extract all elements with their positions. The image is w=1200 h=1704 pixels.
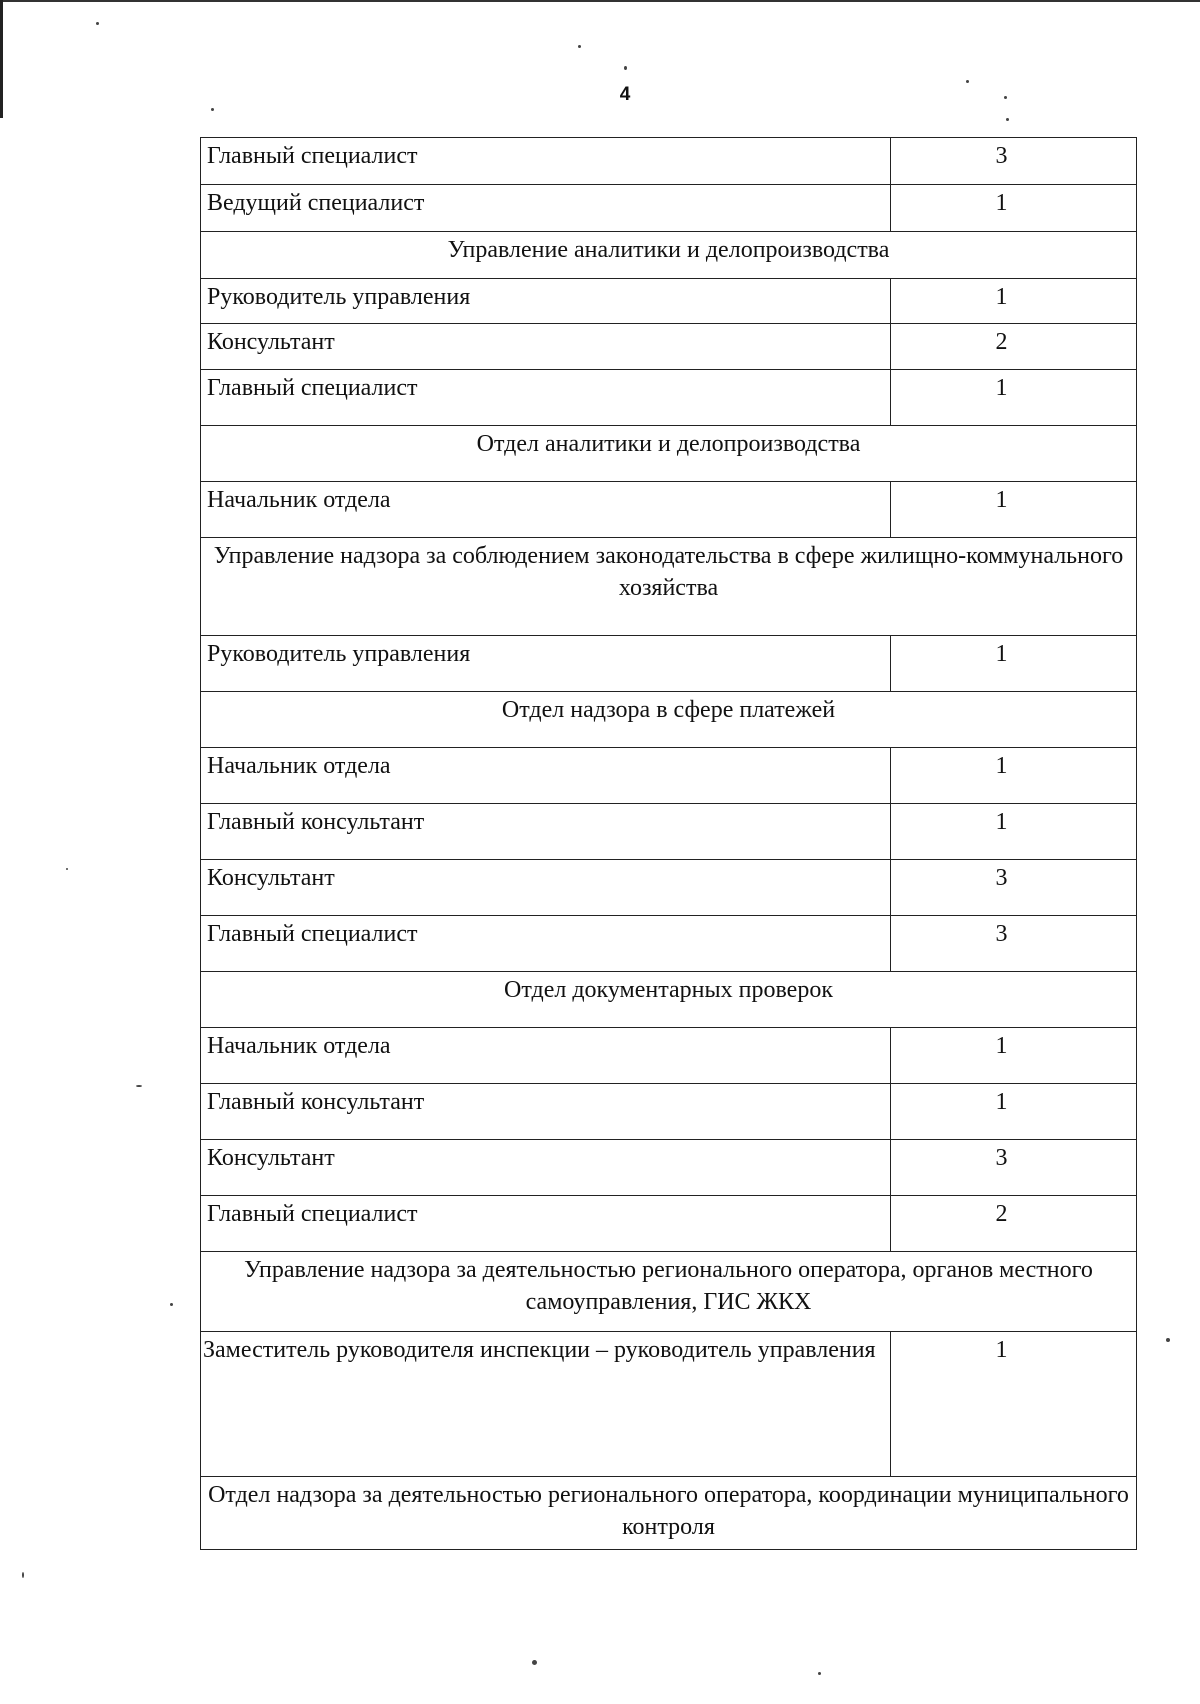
section-heading: Управление надзора за деятельностью регионального оператора, органов местного самоуправления, ГИС ЖКХ bbox=[201, 1252, 1137, 1332]
position-count: 3 bbox=[891, 1140, 1137, 1196]
scan-speck bbox=[211, 108, 214, 111]
position-count: 1 bbox=[891, 279, 1137, 324]
scan-speck bbox=[96, 22, 99, 25]
position-title: Главный консультант bbox=[201, 804, 891, 860]
position-count: 3 bbox=[891, 916, 1137, 972]
table-row bbox=[201, 636, 1137, 692]
scan-speck bbox=[66, 868, 68, 870]
position-count: 1 bbox=[891, 804, 1137, 860]
position-count: 1 bbox=[891, 370, 1137, 426]
table-row bbox=[201, 1332, 1137, 1477]
section-heading-row bbox=[201, 426, 1137, 482]
scan-speck bbox=[22, 1572, 24, 1578]
section-heading: Управление аналитики и делопроизводства bbox=[201, 232, 1137, 279]
table-row bbox=[201, 279, 1137, 324]
position-count: 3 bbox=[891, 860, 1137, 916]
table-row bbox=[201, 1084, 1137, 1140]
scan-speck bbox=[966, 80, 969, 83]
section-heading: Отдел документарных проверок bbox=[201, 972, 1137, 1028]
position-count: 1 bbox=[891, 1084, 1137, 1140]
scan-speck bbox=[136, 1085, 142, 1087]
position-count: 1 bbox=[891, 1332, 1137, 1477]
position-title: Начальник отдела bbox=[201, 1028, 891, 1084]
scan-speck bbox=[624, 66, 627, 70]
scan-speck bbox=[578, 45, 581, 48]
table-row bbox=[201, 1196, 1137, 1252]
position-title: Консультант bbox=[201, 1140, 891, 1196]
section-heading-row bbox=[201, 972, 1137, 1028]
position-title: Руководитель управления bbox=[201, 636, 891, 692]
table-row bbox=[201, 370, 1137, 426]
section-heading-row bbox=[201, 538, 1137, 636]
section-heading-row bbox=[201, 692, 1137, 748]
position-title: Главный специалист bbox=[201, 138, 891, 185]
position-title: Начальник отдела bbox=[201, 482, 891, 538]
table-row bbox=[201, 916, 1137, 972]
section-heading-row bbox=[201, 1252, 1137, 1332]
position-title: Консультант bbox=[201, 324, 891, 370]
table-row bbox=[201, 748, 1137, 804]
position-title: Главный специалист bbox=[201, 370, 891, 426]
section-heading: Управление надзора за соблюдением законодательства в сфере жилищно-коммунального хозяйства bbox=[201, 538, 1137, 636]
position-title: Ведущий специалист bbox=[201, 185, 891, 232]
scan-speck bbox=[1166, 1338, 1170, 1342]
position-count: 3 bbox=[891, 138, 1137, 185]
position-title: Главный специалист bbox=[201, 1196, 891, 1252]
position-count: 1 bbox=[891, 185, 1137, 232]
position-count: 1 bbox=[891, 482, 1137, 538]
position-count: 2 bbox=[891, 1196, 1137, 1252]
table-row bbox=[201, 185, 1137, 232]
position-title: Начальник отдела bbox=[201, 748, 891, 804]
position-title: Главный консультант bbox=[201, 1084, 891, 1140]
position-title: Консультант bbox=[201, 860, 891, 916]
scan-speck bbox=[170, 1303, 173, 1306]
section-heading: Отдел надзора в сфере платежей bbox=[201, 692, 1137, 748]
page-number: 4 bbox=[619, 84, 631, 105]
position-count: 1 bbox=[891, 636, 1137, 692]
scan-speck bbox=[1004, 96, 1007, 99]
scan-speck bbox=[818, 1672, 821, 1675]
table-row bbox=[201, 1140, 1137, 1196]
position-title: Главный специалист bbox=[201, 916, 891, 972]
table-row bbox=[201, 1028, 1137, 1084]
table-row bbox=[201, 138, 1137, 185]
section-heading-row bbox=[201, 1477, 1137, 1550]
position-title: Руководитель управления bbox=[201, 279, 891, 324]
section-heading: Отдел аналитики и делопроизводства bbox=[201, 426, 1137, 482]
position-count: 2 bbox=[891, 324, 1137, 370]
position-title: Заместитель руководителя инспекции – руководитель управления bbox=[201, 1332, 891, 1477]
table-row bbox=[201, 482, 1137, 538]
table-row bbox=[201, 804, 1137, 860]
position-count: 1 bbox=[891, 748, 1137, 804]
table-row bbox=[201, 324, 1137, 370]
staffing-table bbox=[200, 137, 1137, 1550]
scan-speck bbox=[1006, 118, 1009, 121]
table-row bbox=[201, 860, 1137, 916]
section-heading: Отдел надзора за деятельностью регионального оператора, координации муниципального контроля bbox=[201, 1477, 1137, 1550]
scan-speck bbox=[532, 1660, 537, 1665]
scan-top-edge bbox=[0, 0, 1200, 2]
section-heading-row bbox=[201, 232, 1137, 279]
position-count: 1 bbox=[891, 1028, 1137, 1084]
